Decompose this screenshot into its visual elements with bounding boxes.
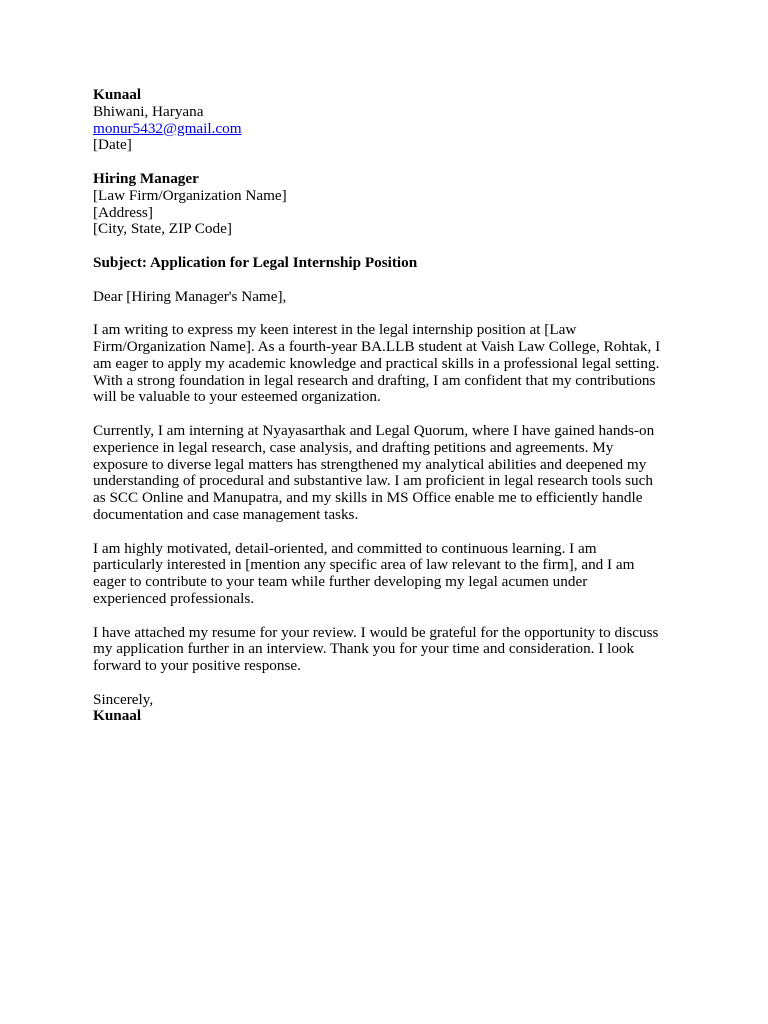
letter-page <box>93 87 683 725</box>
salutation: Dear [Hiring Manager's Name], <box>93 287 287 305</box>
sender-location: Bhiwani, Haryana <box>93 102 204 120</box>
paragraph-line: understanding of procedural and substantive law. I am proficient in legal research tools such <box>93 472 653 490</box>
paragraph-line: experienced professionals. <box>93 589 255 607</box>
paragraph-line: eager to contribute to your team while further developing my legal acumen under <box>93 573 588 591</box>
sender-block <box>93 87 683 154</box>
body-paragraph-2 <box>93 423 683 524</box>
paragraph-line: will be valuable to your esteemed organization. <box>93 388 381 406</box>
subject-line: Subject: Application for Legal Internship Position <box>93 253 418 271</box>
letter-date: [Date] <box>93 136 132 154</box>
recipient-organization: [Law Firm/Organization Name] <box>93 186 287 204</box>
paragraph-line: particularly interested in [mention any specific area of law relevant to the firm], and I am <box>93 556 635 574</box>
body-paragraph-1 <box>93 322 683 406</box>
paragraph-line: my application further in an interview. Thank you for your time and consideration. I look <box>93 640 635 658</box>
body-paragraph-3 <box>93 541 683 608</box>
paragraph-line: documentation and case management tasks. <box>93 505 359 523</box>
paragraph-line: exposure to diverse legal matters has strengthened my analytical abilities and deepened my <box>93 455 647 473</box>
paragraph-line: Currently, I am interning at Nyayasarthak and Legal Quorum, where I have gained hands-on <box>93 421 655 439</box>
paragraph-line: experience in legal research, case analysis, and drafting petitions and agreements. My <box>93 438 614 456</box>
recipient-address: [Address] <box>93 203 153 221</box>
paragraph-line: as SCC Online and Manupatra, and my skills in MS Office enable me to efficiently handle <box>93 489 643 507</box>
paragraph-line: am eager to apply my academic knowledge and practical skills in a professional legal setting. <box>93 354 660 372</box>
recipient-block <box>93 171 683 238</box>
signature-name: Kunaal <box>93 707 142 725</box>
paragraph-line: I am writing to express my keen interest in the legal internship position at [Law <box>93 321 577 339</box>
recipient-city-state-zip: [City, State, ZIP Code] <box>93 220 232 238</box>
paragraph-line: Firm/Organization Name]. As a fourth-year BA.LLB student at Vaish Law College, Rohtak, I <box>93 337 661 355</box>
body-paragraph-4 <box>93 625 683 675</box>
sender-email-link[interactable]: monur5432@gmail.com <box>93 119 242 137</box>
recipient-title: Hiring Manager <box>93 169 199 187</box>
valediction: Sincerely, <box>93 690 154 708</box>
sender-name: Kunaal <box>93 86 142 103</box>
paragraph-line: I have attached my resume for your review. I would be grateful for the opportunity to discuss <box>93 623 659 641</box>
paragraph-line: forward to your positive response. <box>93 657 301 675</box>
paragraph-line: I am highly motivated, detail-oriented, and committed to continuous learning. I am <box>93 539 597 557</box>
paragraph-line: With a strong foundation in legal research and drafting, I am confident that my contributions <box>93 371 656 389</box>
closing-block <box>93 692 683 726</box>
